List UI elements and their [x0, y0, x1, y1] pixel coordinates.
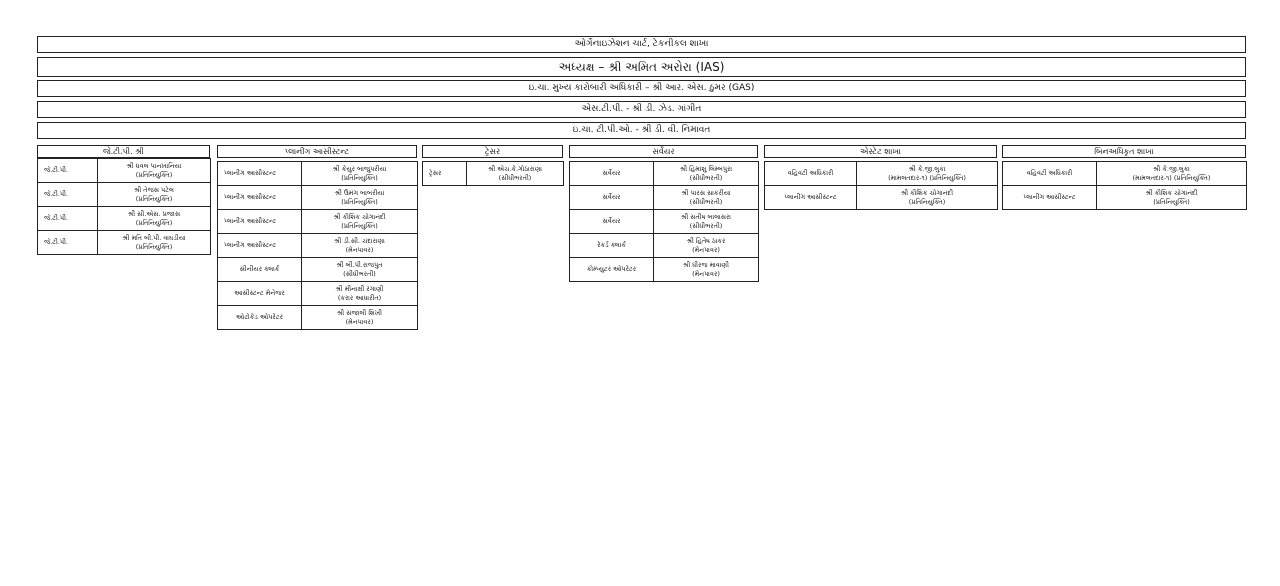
section-table — [217, 161, 418, 330]
person-name: શ્રી કૌશિક ચોગાનંદી — [900, 188, 954, 197]
table-row — [1003, 162, 1247, 186]
table-row — [218, 234, 418, 258]
person-status: (મેનપાવર) — [345, 245, 374, 254]
role-cell: ઓટોકેડ ઓપરેટર — [218, 306, 302, 330]
person-name: શ્રી તેજસ પટેલ — [134, 185, 174, 194]
table-row — [38, 207, 211, 231]
name-cell — [302, 258, 418, 282]
table-row — [423, 162, 564, 186]
person-status: (મેનપાવર) — [345, 317, 374, 326]
person-name: શ્રી કૌશિક ચોગાનંદી — [1145, 188, 1198, 197]
person-status: (પ્રતિનિયુક્તિ) — [908, 197, 946, 206]
table-row — [38, 183, 211, 207]
role-cell: સીનીયર ક્લાર્ક — [218, 258, 302, 282]
person-name: શ્રી ધીરજ માવાણી — [683, 260, 729, 269]
name-cell — [467, 162, 564, 186]
section-title: સર્વેયર — [569, 145, 758, 158]
person-status: (પ્રતિનિયુક્તિ) — [1153, 197, 1190, 206]
person-name: શ્રી પારસ સાકરીયા — [681, 188, 731, 197]
person-name: શ્રી કે.જી.લુકા — [1153, 164, 1190, 173]
table-row — [1003, 186, 1247, 210]
name-cell — [1097, 186, 1247, 210]
person-status: (મેનપાવર) — [692, 269, 720, 278]
role-cell: જે.ટી.પી. — [38, 159, 98, 183]
section-surveyor — [569, 145, 759, 282]
table-row — [218, 282, 418, 306]
table-row — [570, 162, 759, 186]
person-status: (પ્રતિનિયુક્તિ) — [135, 170, 173, 179]
name-cell — [302, 162, 418, 186]
section-title: પ્લાનીંગ આસીસ્ટન્ટ — [217, 145, 417, 158]
person-name: શ્રી ડી.સી. ચંદારાણા — [334, 236, 385, 245]
section-tracer — [422, 145, 564, 186]
name-cell — [98, 231, 211, 255]
person-name: શ્રી બી.પી.રાજપુત — [336, 260, 383, 269]
stp-box: એસ.ટી.પી. - શ્રી ડી. ઝેડ. ગાંગીત — [37, 101, 1246, 118]
person-status: (પ્રતિનિયુક્તિ) — [341, 221, 378, 230]
person-status: (મામલતદાર-૧) (પ્રતિનિયુક્તિ) — [1132, 173, 1211, 182]
name-cell — [857, 186, 998, 210]
table-row — [765, 162, 998, 186]
table-row — [218, 162, 418, 186]
table-row — [38, 159, 211, 183]
person-status: (પ્રતિનિયુક્તિ) — [135, 194, 173, 203]
role-cell: પ્લાનીંગ આસીસ્ટન્ટ — [765, 186, 857, 210]
name-cell — [654, 234, 759, 258]
section-estate — [764, 145, 998, 210]
name-cell — [98, 159, 211, 183]
person-status: (સીધીભરતી) — [689, 173, 723, 182]
section-table — [1002, 161, 1247, 210]
person-status: (પ્રતિનિયુક્તિ) — [135, 242, 173, 251]
role-cell: પ્લાનીંગ આસીસ્ટન્ટ — [1003, 186, 1097, 210]
section-table — [569, 161, 759, 282]
person-name: શ્રી સંજાલી શિખી — [336, 308, 383, 317]
person-name: શ્રી કે.જી.લુકા — [908, 164, 946, 173]
person-status: (મામલતદાર-૧) (પ્રતિનિયુક્તિ) — [888, 173, 966, 182]
person-status: (પ્રતિનિયુક્તિ) — [341, 173, 378, 182]
name-cell — [302, 234, 418, 258]
table-row — [570, 234, 759, 258]
ceo-box: ઇ.ચા. મુખ્ય કારોબારી અધિકારી – શ્રી આર. એસ. ઠુમર (GAS) — [37, 80, 1246, 97]
person-name: શ્રી હિમાંશુ લિમ્બપુરા — [679, 164, 733, 173]
role-cell: આસીસ્ટન્ટ મેનેજર — [218, 282, 302, 306]
name-cell — [302, 186, 418, 210]
person-name: શ્રી કૌશિક ચોગાનંદી — [333, 212, 386, 221]
chart-title: ઓર્ગેનાઇઝેશન ચાર્ટ, ટેકનીકલ શાખા — [37, 36, 1246, 53]
person-name: શ્રી મીનાક્ષી રંગાણી — [335, 284, 384, 293]
role-cell: જે.ટી.પી. — [38, 231, 98, 255]
name-cell — [654, 258, 759, 282]
table-row — [570, 186, 759, 210]
section-jtp — [37, 145, 211, 255]
person-name: શ્રી સતીષ બાલાસરા — [681, 212, 731, 221]
role-cell: સર્વેયર — [570, 162, 654, 186]
role-cell: જે.ટી.પી. — [38, 207, 98, 231]
name-cell — [98, 183, 211, 207]
person-status: (સીધીભરતી) — [498, 173, 532, 182]
atpo-box: ઇ.ચા. ટી.પી.ઓ. - શ્રી ડી. વી. નિમાવત — [37, 122, 1246, 139]
person-status: (મેનપાવર) — [692, 245, 720, 254]
role-cell: સર્વેયર — [570, 210, 654, 234]
section-nonagri — [1002, 145, 1247, 210]
table-row — [570, 210, 759, 234]
role-cell: પ્લાનીંગ આસીસ્ટન્ટ — [218, 162, 302, 186]
section-table — [37, 158, 211, 255]
role-cell: વહિવટી અધિકારી — [765, 162, 857, 186]
person-name: શ્રી ઉમંગ બાબરીયા — [334, 188, 385, 197]
person-name: શ્રી એચ.કે.ગોઠારાણા — [488, 164, 542, 173]
role-cell: કોમ્પ્યુટર ઓપરેટર — [570, 258, 654, 282]
person-name: શ્રી કેયુર બાજુપરીયા — [332, 164, 387, 173]
role-cell: જે.ટી.પી. — [38, 183, 98, 207]
role-cell: પ્લાનીંગ આસીસ્ટન્ટ — [218, 186, 302, 210]
role-cell: રેકર્ડ ક્લાર્ક — [570, 234, 654, 258]
section-title: ટ્રેસર — [422, 145, 563, 158]
table-row — [218, 258, 418, 282]
table-row — [218, 306, 418, 330]
person-status: (પ્રતિનિયુક્તિ) — [135, 218, 173, 227]
name-cell — [302, 210, 418, 234]
person-status: (સીધીભરતી) — [689, 197, 723, 206]
person-status: (કરાર આધારીત) — [337, 293, 382, 302]
person-status: (પ્રતિનિયુક્તિ) — [341, 197, 378, 206]
table-row — [765, 186, 998, 210]
name-cell — [654, 186, 759, 210]
section-table — [764, 161, 998, 210]
role-cell: ટ્રેસર — [423, 162, 467, 186]
table-row — [570, 258, 759, 282]
table-row — [218, 210, 418, 234]
person-name: શ્રી સી.એસ. પ્રજાસ — [127, 209, 181, 218]
section-title: એસ્ટેટ શાખા — [764, 145, 997, 158]
section-table — [422, 161, 564, 186]
name-cell — [654, 210, 759, 234]
name-cell — [302, 282, 418, 306]
role-cell: વહિવટી અધિકારી — [1003, 162, 1097, 186]
section-title: જે.ટી.પી. શ્રી — [37, 145, 210, 158]
person-name: શ્રી હિતેષ ઠાકર — [686, 236, 726, 245]
name-cell — [302, 306, 418, 330]
role-cell: પ્લાનીંગ આસીસ્ટન્ટ — [218, 234, 302, 258]
person-status: (સીધીભરતી) — [343, 269, 376, 278]
name-cell — [857, 162, 998, 186]
role-cell: પ્લાનીંગ આસીસ્ટન્ટ — [218, 210, 302, 234]
name-cell — [654, 162, 759, 186]
person-status: (સીધીભરતી) — [689, 221, 723, 230]
person-name: શ્રી ધવલ પાનખાનિયા — [126, 161, 182, 170]
person-name: શ્રી મતિ બી.પી. વાઘડીયા — [122, 233, 186, 242]
section-planning — [217, 145, 418, 330]
chairman-box: અધ્યક્ષ – શ્રી અમિત અરોરા (IAS) — [37, 57, 1246, 77]
name-cell — [98, 207, 211, 231]
role-cell: સર્વેયર — [570, 186, 654, 210]
table-row — [218, 186, 418, 210]
name-cell — [1097, 162, 1247, 186]
table-row — [38, 231, 211, 255]
section-title: બિનઅધિકૃત શાખા — [1002, 145, 1246, 158]
